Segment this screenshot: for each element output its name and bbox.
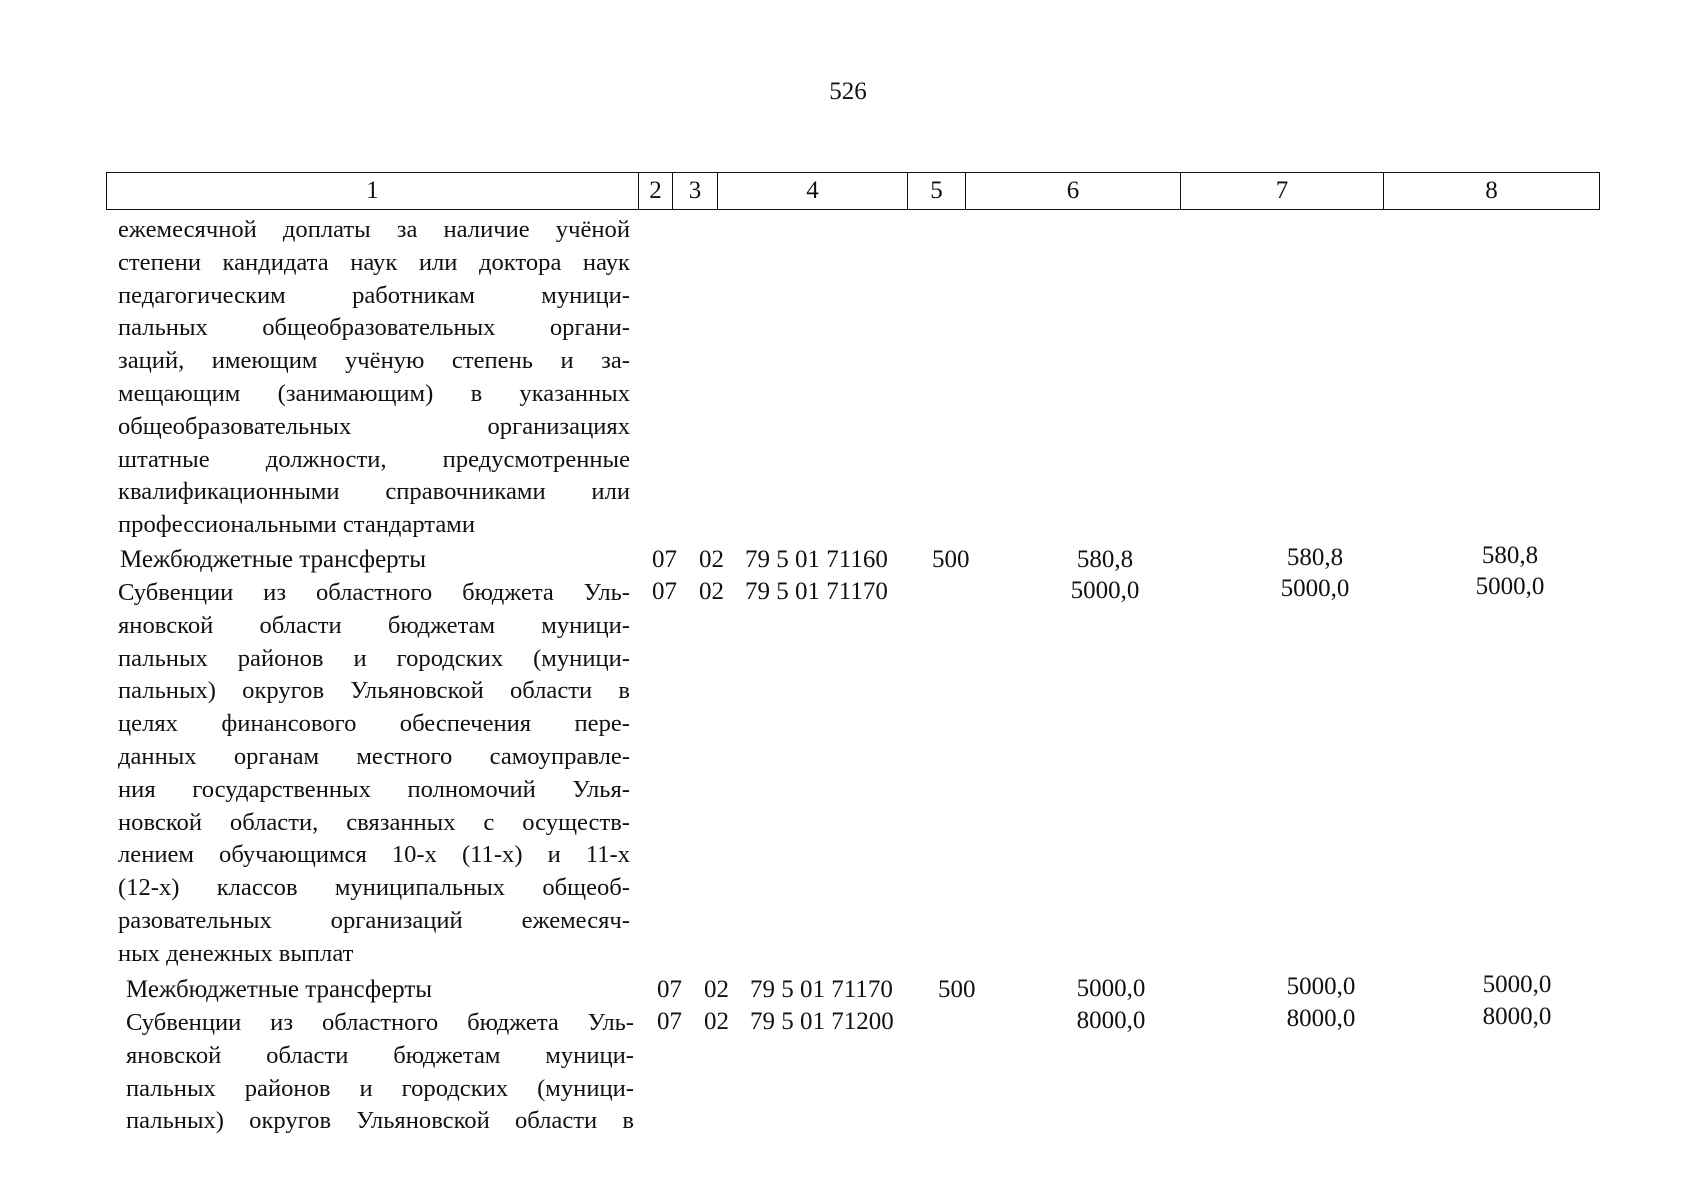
text-line: ных денежных выплат: [118, 939, 354, 967]
row-label: Межбюджетные трансферты: [126, 976, 433, 1003]
cell-amount-7: 580,8: [1286, 544, 1344, 571]
cell-section: 07: [657, 1008, 682, 1035]
text-line: педагогическим работникам муници-: [118, 281, 630, 309]
column-header-2: 2: [639, 173, 673, 209]
cell-target-code: 79 5 01 71160: [745, 546, 888, 573]
cell-amount-6: 5000,0: [1070, 577, 1140, 604]
row-label: Межбюджетные трансферты: [120, 546, 427, 573]
text-line: штатные должности, предусмотренные: [118, 445, 630, 473]
text-line: пальных общеобразовательных органи-: [118, 314, 630, 342]
text-line: Субвенции из областного бюджета Уль-: [126, 1009, 634, 1036]
cell-amount-8: 5000,0: [1482, 971, 1552, 998]
cell-amount-6: 5000,0: [1076, 975, 1146, 1002]
text-line: разовательных организаций ежемесяч-: [118, 906, 630, 934]
column-header-6: 6: [966, 173, 1181, 209]
column-header-3: 3: [673, 173, 718, 209]
text-line: квалификационными справочниками или: [118, 478, 630, 506]
cell-section: 07: [652, 578, 677, 605]
text-line: данных органам местного самоуправле-: [118, 742, 630, 770]
column-header-4: 4: [718, 173, 908, 209]
cell-target-code: 79 5 01 71170: [750, 976, 893, 1003]
text-line: ежемесячной доплаты за наличие учёной: [118, 216, 630, 243]
cell-amount-8: 8000,0: [1482, 1003, 1552, 1030]
cell-amount-6: 580,8: [1076, 546, 1134, 573]
cell-amount-7: 8000,0: [1286, 1005, 1356, 1032]
cell-subsection: 02: [699, 546, 724, 573]
cell-expense-type: 500: [938, 976, 976, 1003]
cell-section: 07: [657, 976, 682, 1003]
column-header-1: 1: [107, 173, 639, 209]
text-line: пальных районов и городских (муници-: [118, 644, 630, 672]
cell-subsection: 02: [699, 578, 724, 605]
text-line: пальных) округов Ульяновской области в: [126, 1107, 634, 1135]
column-header-7: 7: [1181, 173, 1384, 209]
cell-amount-6: 8000,0: [1076, 1007, 1146, 1034]
page-number: 526: [829, 78, 867, 105]
text-line: ния государственных полномочий Улья-: [118, 775, 630, 803]
cell-subsection: 02: [704, 976, 729, 1003]
text-line: пальных районов и городских (муници-: [126, 1074, 634, 1102]
text-line: мещающим (занимающим) в указанных: [118, 379, 630, 407]
cell-section: 07: [652, 546, 677, 573]
cell-amount-7: 5000,0: [1280, 575, 1350, 602]
text-line: целях финансового обеспечения пере-: [118, 710, 630, 738]
text-line: (12-х) классов муниципальных общеоб-: [118, 874, 630, 902]
text-line: лением обучающимся 10-х (11-х) и 11-х: [118, 841, 630, 869]
text-line: Субвенции из областного бюджета Уль-: [118, 579, 630, 606]
text-line: новской области, связанных с осуществ-: [118, 808, 630, 836]
row-description-subvention-next: [126, 1007, 634, 1138]
table-header-row: [106, 172, 1600, 210]
text-line: заций, имеющим учёную степень и за-: [118, 347, 630, 375]
text-line: яновской области бюджетам муници-: [126, 1041, 634, 1069]
row-description-subvention-payments: [118, 577, 630, 971]
text-line: яновской области бюджетам муници-: [118, 611, 630, 639]
cell-target-code: 79 5 01 71170: [745, 578, 888, 605]
cell-expense-type: 500: [932, 546, 970, 573]
column-header-8: 8: [1485, 177, 1498, 204]
cell-amount-8: 580,8: [1481, 542, 1539, 569]
cell-amount-8: 5000,0: [1475, 573, 1545, 600]
text-line: общеобразовательных организациях: [118, 412, 630, 440]
cell-subsection: 02: [704, 1008, 729, 1035]
column-header-5: 5: [908, 173, 966, 209]
row-description-allowance: [118, 214, 630, 542]
cell-target-code: 79 5 01 71200: [750, 1008, 894, 1035]
cell-amount-7: 5000,0: [1286, 973, 1356, 1000]
text-line: степени кандидата наук или доктора наук: [118, 248, 630, 276]
text-line: пальных) округов Ульяновской области в: [118, 677, 630, 705]
text-line: профессиональными стандартами: [118, 511, 475, 539]
